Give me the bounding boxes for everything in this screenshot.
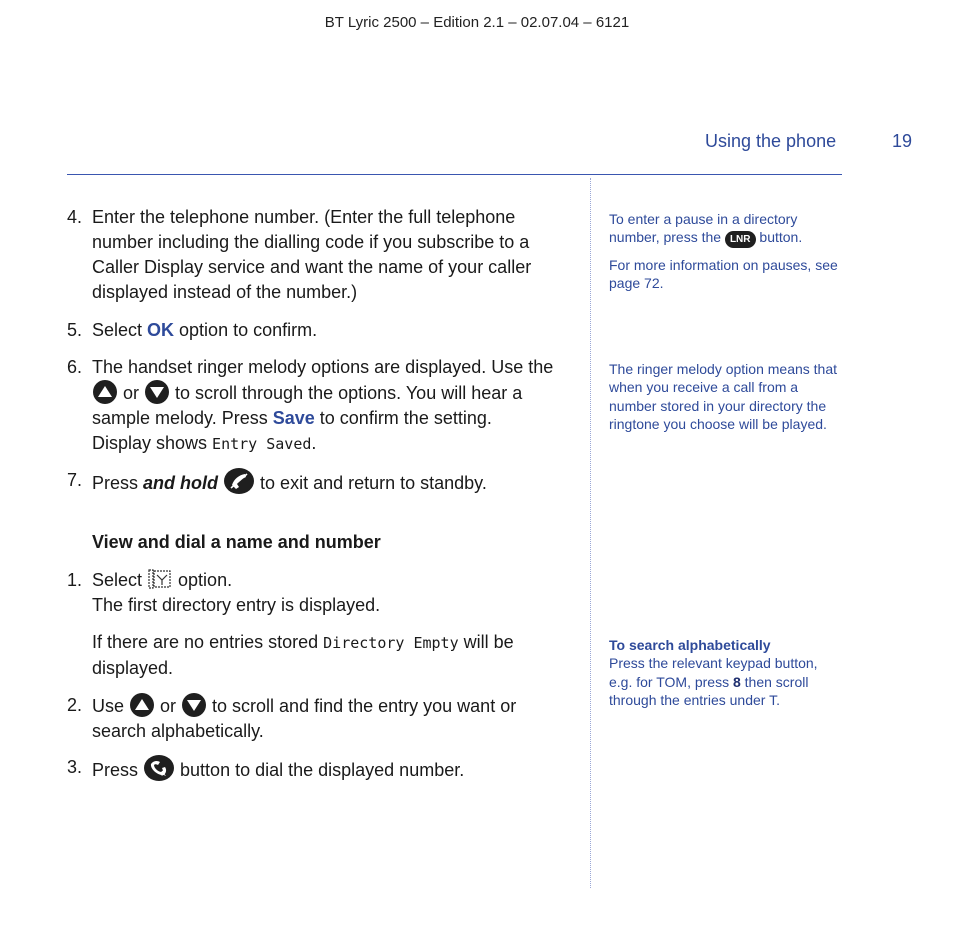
text-span: The first directory entry is displayed.: [92, 595, 381, 615]
column-divider: [590, 178, 591, 888]
svg-text:R: R: [161, 770, 166, 778]
step-number: 5.: [67, 320, 83, 340]
ok-softkey-label: OK: [147, 320, 175, 340]
text-span: to scroll and find the entry you want or search alphabetically.: [92, 696, 517, 741]
text-span: Select: [92, 570, 148, 590]
step-number: 1.: [67, 570, 83, 590]
step-text: [92, 468, 572, 496]
down-arrow-key-icon: [182, 693, 206, 717]
step-7: [67, 468, 572, 496]
step-number: 3.: [67, 757, 83, 777]
section-title: Using the phone: [705, 131, 837, 151]
step-text: [92, 568, 572, 618]
step-text: Enter the telephone number. (Enter the full telephone number including the dialling code if you subscribe to a Caller Display service and want the name of your caller displayed instead of the number.): [92, 207, 532, 302]
view-step-2: [67, 693, 572, 744]
text-span: Use: [92, 696, 130, 716]
step-text: [92, 693, 572, 744]
up-arrow-key-icon: [130, 693, 154, 717]
text-span: to scroll through the options. You will hear a sample melody. Press: [92, 383, 523, 428]
text-span: to confirm the setting.: [314, 408, 492, 428]
save-softkey-label: Save: [272, 408, 315, 428]
directory-icon: [147, 568, 173, 590]
talk-key-icon: [144, 755, 174, 781]
side-note-heading: To search alphabetically: [609, 637, 771, 653]
side-note-search: [609, 636, 841, 710]
lnr-key-icon: LNR: [725, 231, 756, 248]
text-span: The handset ringer melody options are displayed. Use the: [92, 357, 554, 377]
text-span: Press the relevant keypad button, e.g. for TOM, press: [609, 655, 818, 690]
step-text: [92, 755, 572, 783]
keypad-8-label: 8: [732, 673, 741, 690]
text-span: then scroll through the entries under T.: [609, 673, 809, 709]
text-span: will be displayed.: [92, 632, 514, 678]
lcd-text-directory-empty: Directory Empty: [323, 634, 459, 652]
text-span: Press: [92, 760, 144, 780]
text-span: If there are no entries stored: [92, 632, 324, 652]
text-span: Display shows: [92, 433, 213, 453]
lcd-text-entry-saved: Entry Saved: [212, 435, 312, 453]
step-6: [67, 355, 572, 457]
step-text-note: [92, 630, 572, 681]
text-span: .: [311, 433, 317, 453]
view-dial-heading: [67, 530, 572, 555]
view-step-3: [67, 755, 572, 783]
text-span: or: [155, 696, 182, 716]
heading-text: View and dial a name and number: [92, 532, 381, 552]
up-arrow-key-icon: [93, 380, 117, 404]
text-span: Select: [92, 320, 148, 340]
text-span: to exit and return to standby.: [260, 473, 487, 493]
text-span: To enter a pause in a directory number, press the: [609, 211, 798, 246]
and-hold-emphasis: and hold: [143, 473, 219, 493]
side-note-pause: [609, 210, 841, 248]
header-rule: [67, 174, 842, 175]
step-number: 2.: [67, 695, 83, 715]
step-number: 7.: [67, 470, 83, 490]
view-step-1: [67, 568, 572, 681]
down-arrow-key-icon: [145, 380, 169, 404]
step-4: [67, 205, 572, 305]
step-number: 4.: [67, 207, 83, 227]
end-call-key-icon: [224, 468, 254, 494]
side-note-more-info: For more information on pauses, see page 72.: [609, 257, 838, 292]
step-number: 6.: [67, 357, 83, 377]
step-text: [92, 355, 572, 457]
text-span: button.: [755, 229, 803, 246]
step-5: [67, 318, 572, 343]
edition-header: BT Lyric 2500 – Edition 2.1 – 02.07.04 – 6121: [324, 14, 630, 31]
text-span: option to confirm.: [174, 320, 318, 340]
page-number: 19: [892, 131, 913, 151]
text-span: option.: [173, 570, 233, 590]
step-text: [92, 318, 572, 343]
side-note-ringer-melody: The ringer melody option means that when you receive a call from a number stored in your directory the ringtone you choose will be played.: [609, 361, 838, 433]
text-span: Press: [92, 473, 144, 493]
text-span: button to dial the displayed number.: [180, 760, 465, 780]
text-span: or: [118, 383, 145, 403]
